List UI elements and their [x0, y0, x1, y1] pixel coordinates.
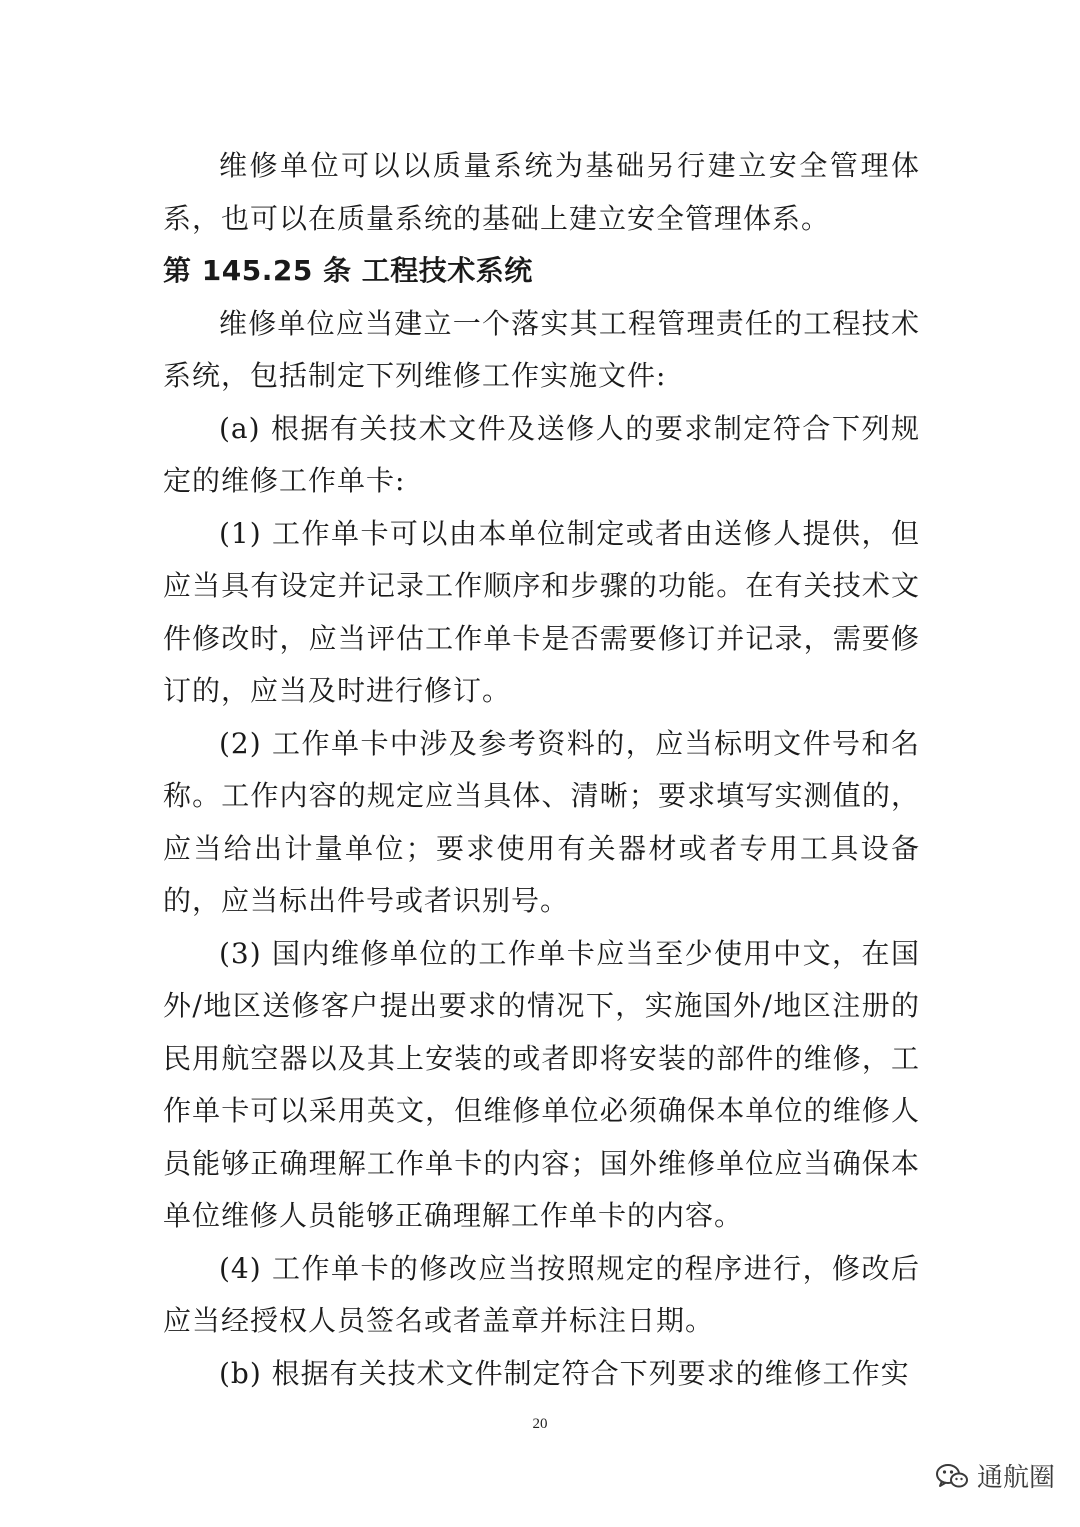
paragraph: 维修单位可以以质量系统为基础另行建立安全管理体系，也可以在质量系统的基础上建立安全管理体系。	[163, 149, 920, 235]
paragraph: (4) 工作单卡的修改应当按照规定的程序进行，修改后应当经授权人员签名或者盖章并标注日期。	[163, 1251, 920, 1337]
paragraph: 维修单位应当建立一个落实其工程管理责任的工程技术系统，包括制定下列维修工作实施文件:	[163, 306, 920, 392]
paragraph: (b) 根据有关技术文件制定符合下列要求的维修工作实	[219, 1356, 910, 1390]
section-heading: 第 145.25 条 工程技术系统	[163, 254, 533, 287]
paragraph: (3) 国内维修单位的工作单卡应当至少使用中文，在国外/地区送修客户提出要求的情况下，实施国外/地区注册的民用航空器以及其上安装的或者即将安装的部件的维修，工作单卡可以采用英文，但维修单位必须确保本单位的维修人员能够正确理解工作单卡的内容；国外维修单位应当确保本单位维修人员能够正确理解工作单卡的内容。	[163, 936, 920, 1232]
paragraph: (1) 工作单卡可以由本单位制定或者由送修人提供，但应当具有设定并记录工作顺序和步骤的功能。在有关技术文件修改时，应当评估工作单卡是否需要修订并记录，需要修订的，应当及时进行修订。	[163, 516, 920, 707]
paragraph: (a) 根据有关技术文件及送修人的要求制定符合下列规定的维修工作单卡:	[163, 411, 920, 497]
document-body	[163, 140, 920, 1400]
paragraph: (2) 工作单卡中涉及参考资料的，应当标明文件号和名称。工作内容的规定应当具体、清晰；要求填写实测值的，应当给出计量单位；要求使用有关器材或者专用工具设备的，应当标出件号或者识别号。	[163, 726, 920, 917]
page-number: 20	[532, 1416, 548, 1432]
watermark-label: 通航圈	[977, 1463, 1056, 1493]
watermark	[935, 1457, 1055, 1494]
wechat-icon	[935, 1462, 969, 1490]
